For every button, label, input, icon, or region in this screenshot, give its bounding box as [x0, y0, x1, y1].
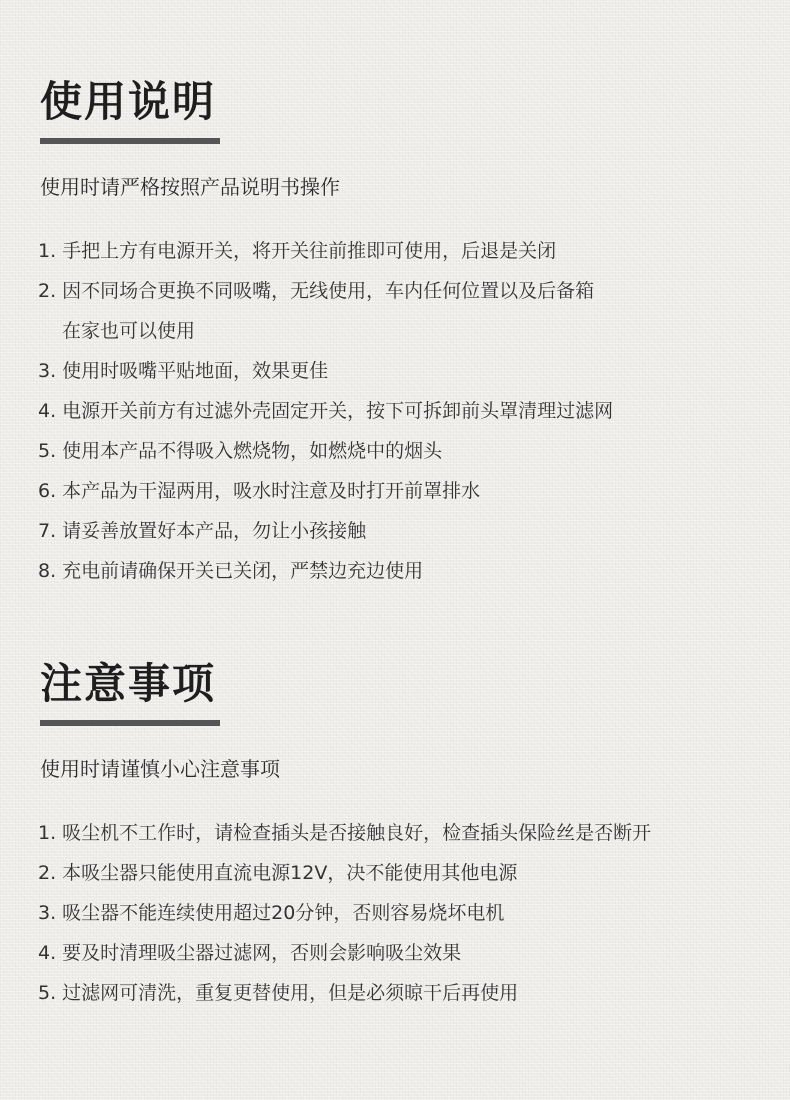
- caution-item: 4. 要及时清理吸尘器过滤网，否则会影响吸尘效果: [38, 942, 462, 964]
- usage-heading: 使用说明: [40, 77, 217, 126]
- usage-subtitle: 使用时请严格按照产品说明书操作: [40, 175, 340, 199]
- cautions-list: [38, 813, 651, 1013]
- caution-item: 2. 本吸尘器只能使用直流电源12V，决不能使用其他电源: [38, 862, 518, 884]
- caution-item: 5. 过滤网可清洗，重复更替使用，但是必须晾干后再使用: [38, 982, 519, 1004]
- caution-item: 3. 吸尘器不能连续使用超过20分钟，否则容易烧坏电机: [38, 902, 505, 924]
- usage-item: 3. 使用时吸嘴平贴地面，效果更佳: [38, 360, 329, 382]
- usage-item: 1. 手把上方有电源开关，将开关往前推即可使用，后退是关闭: [38, 240, 557, 262]
- usage-item: 4. 电源开关前方有过滤外壳固定开关，按下可拆卸前头罩清理过滤网: [38, 400, 614, 422]
- usage-item: 6. 本产品为干湿两用，吸水时注意及时打开前罩排水: [38, 480, 481, 502]
- cautions-heading: 注意事项: [40, 659, 217, 708]
- usage-item: 5. 使用本产品不得吸入燃烧物，如燃烧中的烟头: [38, 440, 443, 462]
- cautions-section: [40, 658, 760, 783]
- usage-heading-underline: [40, 138, 220, 144]
- usage-list: [38, 231, 613, 591]
- usage-section: [40, 76, 760, 201]
- usage-item: 2. 因不同场合更换不同吸嘴，无线使用，车内任何位置以及后备箱: [38, 280, 595, 302]
- usage-item-continuation: 在家也可以使用: [62, 320, 196, 342]
- usage-item: 7. 请妥善放置好本产品，勿让小孩接触: [38, 520, 367, 542]
- caution-item: 1. 吸尘机不工作时，请检查插头是否接触良好，检查插头保险丝是否断开: [38, 822, 652, 844]
- cautions-subtitle: 使用时请谨慎小心注意事项: [40, 757, 280, 781]
- cautions-heading-underline: [40, 720, 220, 726]
- usage-item: 8. 充电前请确保开关已关闭，严禁边充边使用: [38, 560, 424, 582]
